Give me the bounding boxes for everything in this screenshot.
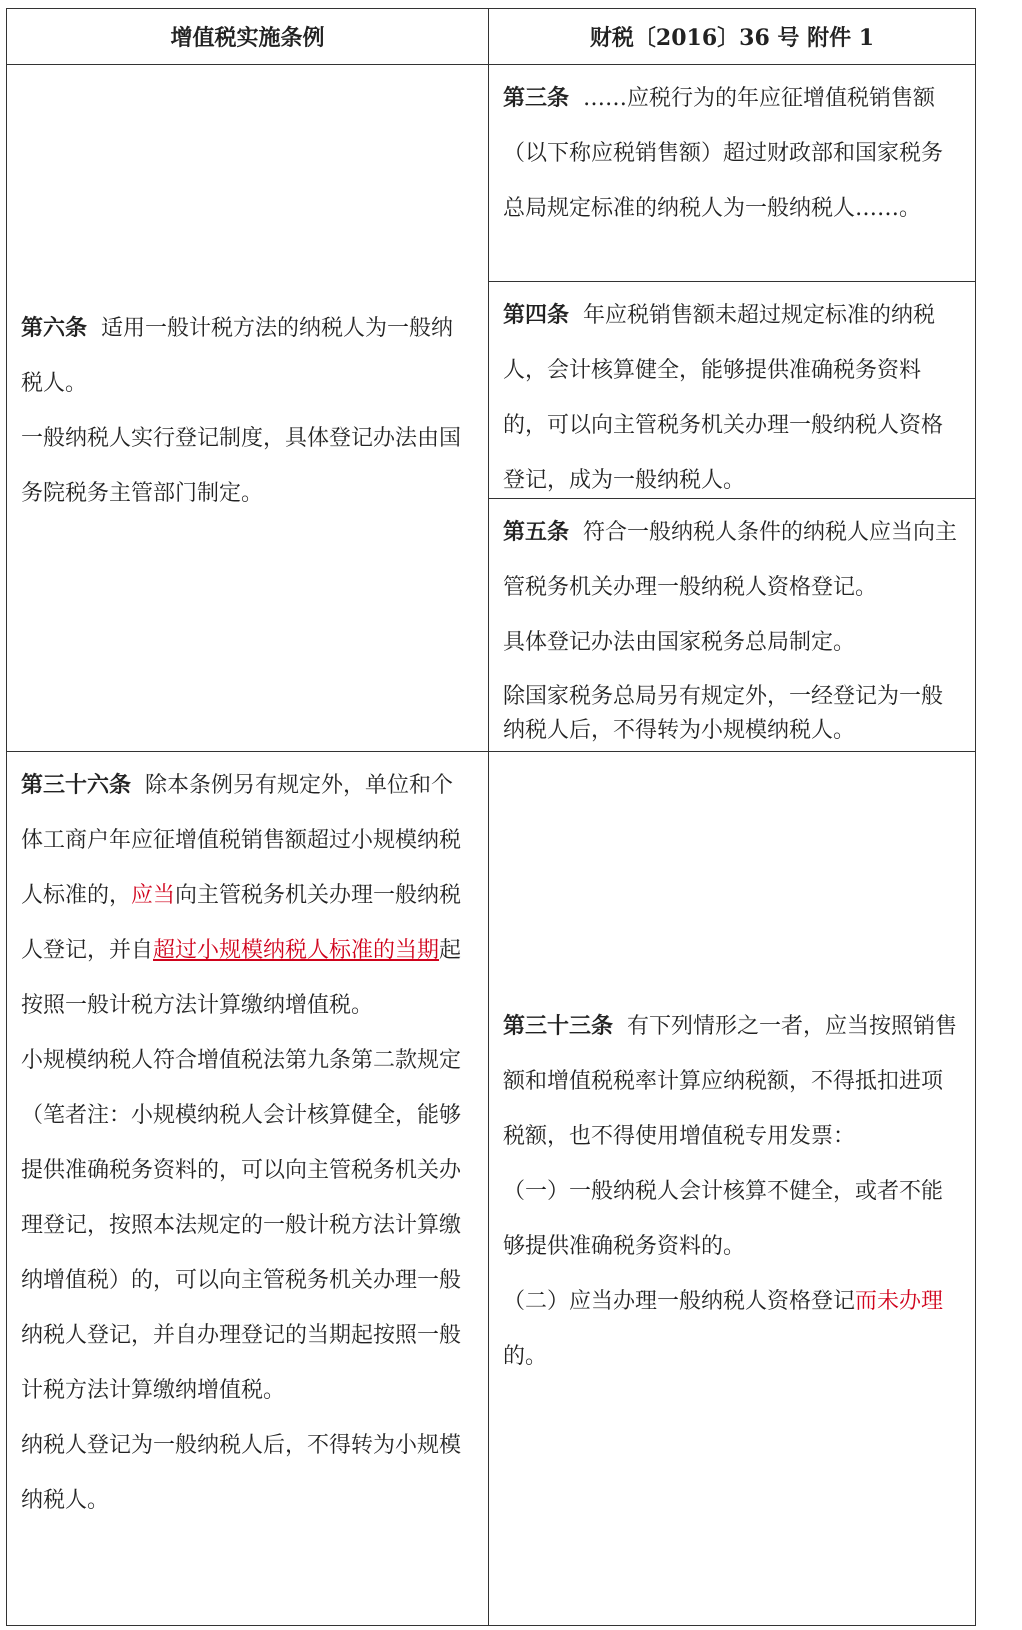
article-33-label: 第三十三条	[503, 1013, 614, 1039]
article-36-cell	[6, 751, 489, 1626]
header-right-title: 财税〔2016〕36 号 附件 1	[589, 25, 875, 51]
article-36-text-a: 除本条例另有规定外，单位和个体工商户年应征增值税销售额超过小规模纳税人标准的，	[21, 773, 462, 908]
header-right	[488, 8, 976, 65]
article-33-text-3a: （二）应当办理一般纳税人资格登记	[503, 1289, 856, 1314]
article-3-label: 第三条	[503, 85, 570, 111]
article-4-text: 年应税销售额未超过规定标准的纳税人，会计核算健全，能够提供准确税务资料的，可以向主管税务机关办理一般纳税人资格登记，成为一般纳税人。	[503, 303, 944, 493]
article-36-highlight-should: 应当	[131, 883, 176, 908]
article-5-para-2: 具体登记办法由国家税务总局制定。	[503, 630, 856, 655]
article-33-para-3	[503, 1274, 961, 1384]
article-3-cell	[488, 64, 976, 282]
article-33-para-1	[503, 999, 961, 1164]
article-5-label: 第五条	[503, 519, 570, 545]
article-5-para-3: 除国家税务总局另有规定外，一经登记为一般纳税人后，不得转为小规模纳税人。	[503, 684, 944, 743]
article-36-para-2: 小规模纳税人符合增值税法第九条第二款规定（笔者注：小规模纳税人会计核算健全，能够提供准确税务资料的，可以向主管税务机关办理登记，按照本法规定的一般计税方法计算缴纳增值税）的，可以向主管税务机关办理一般纳税人登记，并自办理登记的当期起按照一般计税方法计算缴纳增值税。	[21, 1048, 462, 1403]
article-5-cell	[488, 498, 976, 752]
header-left	[6, 8, 489, 65]
article-36-para-3: 纳税人登记为一般纳税人后，不得转为小规模纳税人。	[21, 1433, 462, 1513]
article-6-label: 第六条	[21, 315, 88, 341]
article-6-para-2: 一般纳税人实行登记制度，具体登记办法由国务院税务主管部门制定。	[21, 426, 462, 506]
article-3-para	[503, 71, 961, 236]
article-6-cell	[6, 64, 489, 752]
article-4-label: 第四条	[503, 302, 570, 328]
article-36-text-b: 向主管税务机关办理一般纳税人登记，并自	[21, 883, 462, 963]
article-36-para-1	[21, 758, 474, 1033]
comparison-table	[6, 8, 1016, 1626]
article-5-text-1: 符合一般纳税人条件的纳税人应当向主管税务机关办理一般纳税人资格登记。	[503, 520, 958, 600]
article-6-para-1	[21, 301, 474, 411]
article-33-highlight-not-done: 而未办理	[855, 1289, 944, 1314]
article-33-text-3b: 的。	[503, 1344, 548, 1369]
article-4-cell	[488, 281, 976, 499]
article-33-cell	[488, 751, 976, 1626]
article-33-text-1: 有下列情形之一者，应当按照销售额和增值税税率计算应纳税额，不得抵扣进项税额，也不得使用增值税专用发票：	[503, 1014, 958, 1149]
article-36-highlight-period: 超过小规模纳税人标准的当期	[153, 938, 440, 963]
article-6-text-1: 适用一般计税方法的纳税人为一般纳税人。	[21, 316, 454, 396]
article-3-text: ……应税行为的年应征增值税销售额（以下称应税销售额）超过财政部和国家税务总局规定标准的纳税人为一般纳税人……。	[503, 86, 944, 221]
article-36-label: 第三十六条	[21, 772, 132, 798]
article-36-text-c: 起按照一般计税方法计算缴纳增值税。	[21, 938, 462, 1018]
article-4-para	[503, 288, 961, 508]
article-5-para-1	[503, 505, 961, 615]
header-left-title: 增值税实施条例	[170, 25, 325, 51]
article-33-para-2: （一）一般纳税人会计核算不健全，或者不能够提供准确税务资料的。	[503, 1179, 944, 1259]
